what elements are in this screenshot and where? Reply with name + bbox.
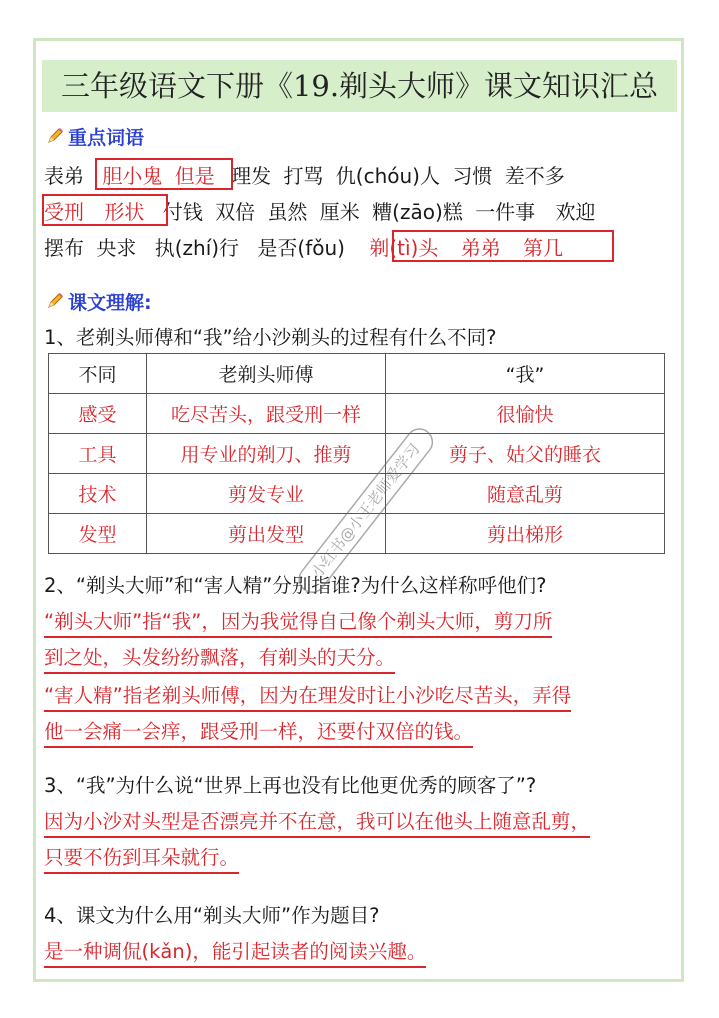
table-cell: 剪出梯形	[386, 514, 665, 554]
word: 表弟	[44, 164, 84, 188]
table-cell: 很愉快	[386, 394, 665, 434]
answer-2-line-3: “害人精”指老剃头师傅，因为在理发时让小沙吃尽苦头，弄得	[44, 680, 571, 712]
table-cell: 随意乱剪	[386, 474, 665, 514]
question-4: 4、课文为什么用“剃头大师”作为题目?	[44, 904, 380, 927]
vocab-heading-text: 重点词语	[68, 127, 145, 149]
pencil-icon	[46, 292, 64, 315]
table-header-row	[49, 354, 665, 394]
table-cell: 剪出发型	[147, 514, 386, 554]
table-cell: 用专业的剃刀、推剪	[147, 434, 386, 474]
table-cell: 技术	[49, 474, 147, 514]
word-highlight: 受刑	[44, 200, 84, 224]
table-cell: 发型	[49, 514, 147, 554]
word: 差不多	[504, 164, 565, 188]
highlight-box	[42, 194, 168, 226]
word: 是否(fǒu)	[257, 236, 345, 260]
word-highlight: 但是	[174, 164, 215, 188]
understanding-heading	[46, 288, 152, 315]
word: 糟(zāo)糕	[372, 200, 463, 224]
word-highlight: 第几	[523, 236, 564, 260]
table-header: 老剃头师傅	[147, 354, 386, 394]
answer-4: 是一种调侃(kǎn)，能引起读者的阅读兴趣。	[44, 936, 426, 968]
word: 执(zhí)行	[154, 236, 240, 260]
question-3: 3、“我”为什么说“世界上再也没有比他更优秀的顾客了”?	[44, 774, 537, 797]
word: 双倍	[215, 200, 256, 224]
word-highlight: 胆小鬼	[102, 164, 163, 188]
answer-3-line-2: 只要不伤到耳朵就行。	[44, 842, 239, 874]
word: 摆布	[44, 236, 84, 260]
table-header: 不同	[49, 354, 147, 394]
vocab-heading	[46, 123, 144, 150]
word: 仇(chóu)人	[335, 164, 440, 188]
table-cell: 工具	[49, 434, 147, 474]
watermark-text: 小红书@小王老师爱学习	[307, 440, 424, 582]
table-cell: 剪子、姑父的睡衣	[386, 434, 665, 474]
understanding-heading-text: 课文理解:	[68, 292, 152, 314]
word: 一件事	[475, 200, 536, 224]
word: 虽然	[267, 200, 308, 224]
pencil-icon	[46, 127, 64, 150]
watermark	[255, 410, 475, 610]
table-header: “我”	[386, 354, 665, 394]
question-1: 1、老剃头师傅和“我”给小沙剃头的过程有什么不同?	[44, 326, 497, 349]
word-highlight: 剃(tì)头	[369, 236, 439, 260]
highlight-box	[392, 230, 614, 262]
answer-2-line-1: “剃头大师”指“我”，因为我觉得自己像个剃头大师，剪刀所	[44, 606, 552, 638]
question-2: 2、“剃头大师”和“害人精”分别指谁?为什么这样称呼他们?	[44, 574, 547, 597]
answer-3-line-1: 因为小沙对头型是否漂亮并不在意，我可以在他头上随意乱剪，	[44, 806, 590, 838]
highlight-box	[95, 158, 233, 190]
word: 付钱	[162, 200, 203, 224]
word-highlight: 弟弟	[460, 236, 501, 260]
table-cell: 感受	[49, 394, 147, 434]
word: 理发	[231, 164, 272, 188]
word: 欢迎	[555, 200, 596, 224]
word: 习惯	[452, 164, 493, 188]
answer-2-line-2: 到之处，头发纷纷飘落，有剃头的天分。	[44, 642, 395, 674]
word-highlight: 形状	[104, 200, 145, 224]
answer-2-line-4: 他一会痛一会痒，跟受刑一样，还要付双倍的钱。	[44, 716, 473, 748]
page-title: 三年级语文下册《19.剃头大师》课文知识汇总	[42, 60, 677, 112]
table-cell: 剪发专业	[147, 474, 386, 514]
word: 厘米	[319, 200, 360, 224]
word: 央求	[96, 236, 137, 260]
table-cell: 吃尽苦头，跟受刑一样	[147, 394, 386, 434]
word: 打骂	[283, 164, 324, 188]
